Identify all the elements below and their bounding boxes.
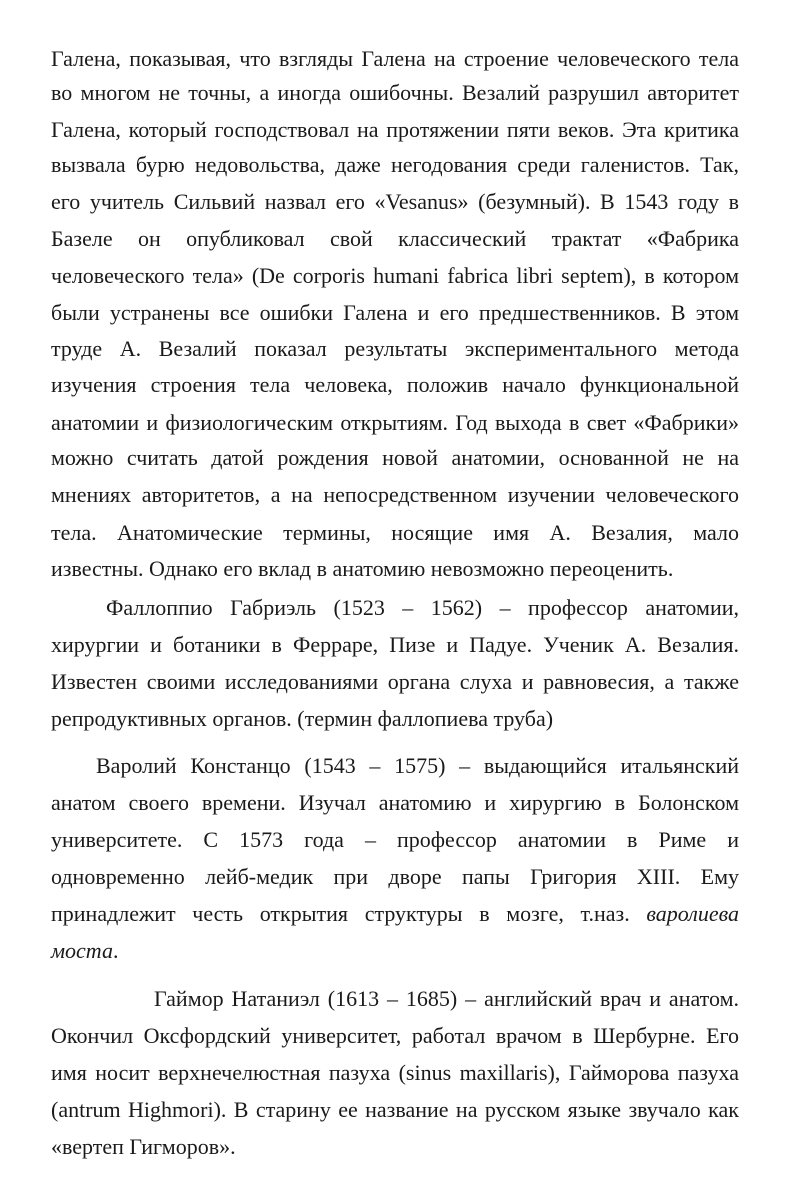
text-line: человеческого тела» (De corporis humani fabrica libri septem), в котором (51, 263, 739, 288)
text-line: Базеле он опубликовал свой классический трактат «Фабрика (51, 226, 739, 251)
text-line: Фаллоппио Габриэль (1523 – 1562) – профессор анатомии, (106, 595, 739, 620)
italic-term: моста (51, 938, 113, 963)
text-line: Варолий Констанцо (1543 – 1575) – выдающийся итальянский (96, 753, 739, 778)
italic-term: варолиева (646, 901, 740, 926)
text-line: хирургии и ботаники в Ферраре, Пизе и Падуе. Ученик А. Везалия. (51, 632, 739, 657)
text-line (51, 934, 739, 968)
text-line: во многом не точны, а иногда ошибочны. Везалий разрушил авторитет (51, 80, 739, 105)
text-line: репродуктивных органов. (термин фаллопиева труба) (51, 706, 554, 731)
text-line: труде А. Везалий показал результаты экспериментального метода (51, 336, 739, 361)
text-line: имя носит верхнечелюстная пазуха (sinus maxillaris), Гайморова пазуха (51, 1060, 739, 1085)
text-line: Галена, показывая, что взгляды Галена на строение человеческого тела (51, 46, 739, 71)
text-line: вызвала бурю недовольства, даже негодования среди галенистов. Так, (51, 152, 739, 177)
punctuation: . (112, 938, 119, 963)
text-line: известны. Однако его вклад в анатомию невозможно переоценить. (51, 556, 674, 581)
text-line: университете. С 1573 года – профессор анатомии в Риме и (51, 827, 739, 852)
text-line: Известен своими исследованиями органа слуха и равновесия, а также (51, 669, 739, 694)
text-line: были устранены все ошибки Галена и его предшественников. В этом (51, 300, 739, 325)
text-line: Гаймор Натаниэл (1613 – 1685) – английский врач и анатом. (154, 986, 739, 1011)
text-line: его учитель Сильвий назвал его «Vesanus» (безумный). В 1543 году в (51, 189, 739, 214)
text-line: можно считать датой рождения новой анатомии, основанной не на (51, 445, 739, 470)
text-line (51, 897, 739, 931)
text-line: мнениях авторитетов, а на непосредственном изучении человеческого (51, 482, 739, 507)
text-line: Галена, который господствовал на протяжении пяти веков. Эта критика (51, 117, 739, 142)
text-line: анатом своего времени. Изучал анатомию и хирургию в Болонском (51, 790, 739, 815)
text-line: одновременно лейб-медик при дворе папы Григория XIII. Ему (51, 864, 739, 889)
text-line: (antrum Highmori). В старину ее название на русском языке звучало как (51, 1097, 739, 1122)
text-line: тела. Анатомические термины, носящие имя А. Везалия, мало (51, 520, 739, 545)
text-line: Окончил Оксфордский университет, работал врачом в Шербурне. Его (51, 1023, 739, 1048)
text-line-part: принадлежит честь открытия структуры в мозге, т.наз. (51, 901, 630, 926)
text-line: «вертеп Гигморов». (51, 1134, 236, 1159)
text-line: изучения строения тела человека, положив начало функциональной (51, 372, 739, 397)
text-line: анатомии и физиологическим открытиям. Год выхода в свет «Фабрики» (51, 410, 739, 435)
